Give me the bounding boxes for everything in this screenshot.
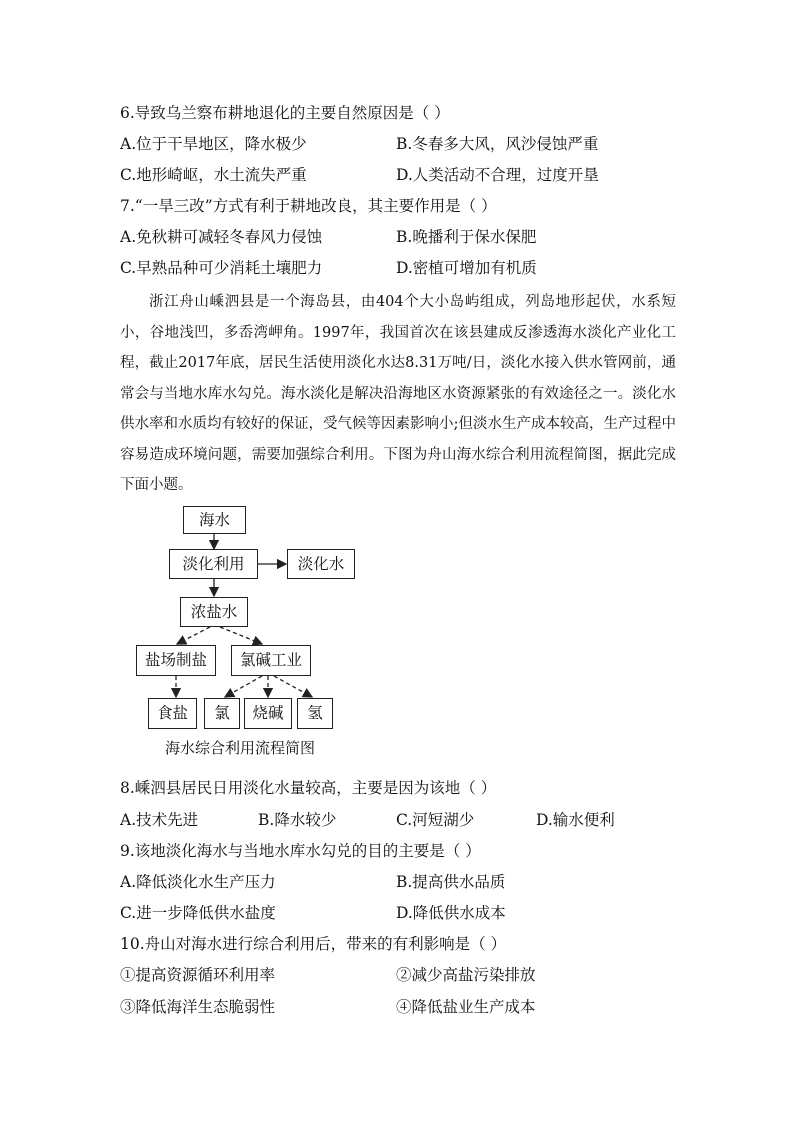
arrow-chloralkali-hydrogen xyxy=(274,676,312,697)
q10-option-2: ②减少高盐污染排放 xyxy=(396,966,536,984)
q10-option-3: ③降低海洋生态脆弱性 xyxy=(120,998,276,1016)
q9-option-c: C.进一步降低供水盐度 xyxy=(120,904,276,922)
q6-stem: 6.导致乌兰察布耕地退化的主要自然原因是（ ） xyxy=(120,104,450,122)
q9-option-b: B.提高供水品质 xyxy=(396,873,506,891)
arrow-brine-chloralkali xyxy=(220,627,262,644)
salt-box: 食盐 xyxy=(148,698,197,729)
arrow-chloralkali-chlorine xyxy=(225,676,262,697)
q8-option-b: B.降水较少 xyxy=(258,811,337,829)
q8-stem: 8.嵊泗县居民日用淡化水量较高，主要是因为该地（ ） xyxy=(120,779,497,797)
q8-option-d: D.输水便利 xyxy=(536,811,615,829)
diagram-caption: 海水综合利用流程简图 xyxy=(165,739,316,757)
q9-option-d: D.降低供水成本 xyxy=(396,904,506,922)
q6-option-a: A.位于干旱地区，降水极少 xyxy=(120,135,307,153)
q10-option-1: ①提高资源循环利用率 xyxy=(120,966,276,984)
fresh-water-box: 淡化水 xyxy=(287,549,355,579)
brine-box: 浓盐水 xyxy=(180,597,248,627)
q9-stem: 9.该地淡化海水与当地水库水勾兑的目的主要是（ ） xyxy=(120,842,481,860)
q10-stem: 10.舟山对海水进行综合利用后，带来的有利影响是（ ） xyxy=(120,935,507,953)
q7-option-b: B.晚播利于保水保肥 xyxy=(396,228,537,246)
passage-paragraph: 浙江舟山嵊泗县是一个海岛县，由404个大小岛屿组成，列岛地形起伏，水系短小，谷地浅凹，多岙湾岬角。1997年，我国首次在该县建成反渗透海水淡化产业化工程，截止2017年底，居民生活使用淡化水达8.31万吨/日，淡化水接入供水管网前，通常会与当地水库水勾兑。海水淡化是解决沿海地区水资源紧张的有效途径之一。淡化水供水率和水质均有较好的保证，受气候等因素影响小;但淡水生产成本较高，生产过程中容易造成环境问题，需要加强综合利用。下图为舟山海水综合利用流程简图，据此完成下面小题。 xyxy=(120,294,676,493)
q8-option-c: C.河短湖少 xyxy=(396,811,475,829)
caustic-soda-box: 烧碱 xyxy=(244,698,292,729)
q7-option-d: D.密植可增加有机质 xyxy=(396,259,537,277)
desal-use-box: 淡化利用 xyxy=(169,549,258,579)
salt-field-box: 盐场制盐 xyxy=(136,645,216,676)
q7-option-a: A.免秋耕可减轻冬春风力侵蚀 xyxy=(120,228,323,246)
q10-option-4: ④降低盐业生产成本 xyxy=(396,998,536,1016)
hydrogen-box: 氢 xyxy=(297,698,333,729)
q6-option-c: C.地形崎岖，水土流失严重 xyxy=(120,166,307,184)
chlorine-box: 氯 xyxy=(204,698,240,729)
q8-option-a: A.技术先进 xyxy=(120,811,199,829)
arrow-brine-saltfield xyxy=(177,627,210,644)
q7-stem: 7.“一旱三改”方式有利于耕地改良，其主要作用是（ ） xyxy=(120,197,497,215)
q6-option-b: B.冬春多大风，风沙侵蚀严重 xyxy=(396,135,599,153)
q6-option-d: D.人类活动不合理，过度开垦 xyxy=(396,166,599,184)
chlor-alkali-box: 氯碱工业 xyxy=(231,645,311,676)
q9-option-a: A.降低淡化水生产压力 xyxy=(120,873,276,891)
q7-option-c: C.早熟品种可少消耗土壤肥力 xyxy=(120,259,323,277)
seawater-box: 海水 xyxy=(183,506,246,534)
